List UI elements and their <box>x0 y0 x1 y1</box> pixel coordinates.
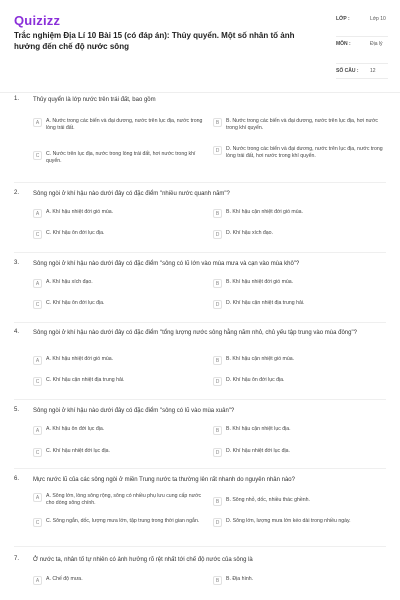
option-text: C. Khí hậu ôn đới lục địa. <box>46 300 105 306</box>
question-number: 1. <box>14 96 20 102</box>
question-text: Sông ngòi ở khí hậu nào dưới đây có đặc điểm "nhiều nước quanh năm"? <box>33 191 230 197</box>
option-letter: D <box>213 448 222 457</box>
option-text: B. Sông nhỏ, dốc, nhiều thác ghềnh. <box>226 497 310 503</box>
option-c[interactable] <box>33 230 205 239</box>
option-a[interactable] <box>33 493 205 507</box>
option-c[interactable] <box>33 518 205 527</box>
option-letter: C <box>33 518 42 527</box>
option-text: C. Sông ngắn, dốc, lượng mưa lớn, tập trung trong thời gian ngắn. <box>46 518 200 524</box>
option-text: D. Khí hậu ôn đới lục địa. <box>226 377 285 383</box>
question-text: Ở nước ta, nhân tố tự nhiên có ảnh hưởng rõ rệt nhất tới chế độ nước của sông là <box>33 557 253 563</box>
option-text: A. Sông lớn, lòng sông rộng, sông có nhiều phụ lưu cung cấp nước cho dòng sông chính. <box>46 493 202 506</box>
question-text: Sông ngòi ở khí hậu nào dưới đây có đặc điểm "sông có lũ vào mùa xuân"? <box>33 408 235 414</box>
divider <box>14 182 386 183</box>
divider <box>14 399 386 400</box>
option-letter: A <box>33 279 42 288</box>
question-text: Thủy quyển là lớp nước trên trái đất, bao gồm <box>33 97 156 103</box>
option-text: A. Khí hậu nhiệt đới gió mùa. <box>46 356 114 362</box>
option-text: D. Khí hậu nhiệt đới lục địa. <box>226 448 290 454</box>
option-text: D. Khí hậu cận nhiệt địa trung hải. <box>226 300 305 306</box>
option-a[interactable] <box>33 118 205 132</box>
option-letter: B <box>213 426 222 435</box>
question-number: 2. <box>14 190 20 196</box>
option-a[interactable] <box>33 576 205 585</box>
option-b[interactable] <box>213 209 385 218</box>
option-b[interactable] <box>213 576 385 585</box>
meta-panel <box>336 12 388 79</box>
meta-subject-value: Địa lý <box>370 41 383 47</box>
option-text: C. Nước trên lục địa, nước trong lòng trái đất, hơi nước trong khí quyển. <box>46 151 196 164</box>
option-b[interactable] <box>213 279 385 288</box>
option-text: C. Khí hậu nhiệt đới lục địa. <box>46 448 110 454</box>
meta-class-label: LỚP : <box>336 16 350 22</box>
option-letter: C <box>33 377 42 386</box>
option-c[interactable] <box>33 448 205 457</box>
option-d[interactable] <box>213 448 385 457</box>
option-letter: A <box>33 426 42 435</box>
question-text: Sông ngòi ở khí hậu nào dưới đây có đặc điểm "tổng lượng nước sông hằng năm nhỏ, chủ yếu tập trung vào mùa đông"? <box>33 330 357 336</box>
option-text: B. Khí hậu cận nhiệt lục địa. <box>226 426 291 432</box>
option-letter: D <box>213 230 222 239</box>
option-letter: A <box>33 576 42 585</box>
question-text: Sông ngòi ở khí hậu nào dưới đây có đặc điểm "sông có lũ lớn vào mùa mưa và cạn vào mùa khô"? <box>33 261 300 267</box>
option-d[interactable] <box>213 230 385 239</box>
divider <box>14 252 386 253</box>
option-c[interactable] <box>33 377 205 386</box>
option-text: A. Khí hậu nhiệt đới gió mùa. <box>46 209 114 215</box>
option-letter: B <box>213 576 222 585</box>
meta-subject-row <box>336 37 388 64</box>
meta-subject-label: MÔN : <box>336 41 351 47</box>
question-number: 5. <box>14 407 20 413</box>
option-a[interactable] <box>33 209 205 218</box>
option-c[interactable] <box>33 300 205 309</box>
meta-count-label: SỐ CÂU : <box>336 68 359 74</box>
question-number: 3. <box>14 260 20 266</box>
option-c[interactable] <box>33 151 205 165</box>
option-text: D. Sông lớn, lượng mưa lớn kéo dài trong nhiều ngày. <box>226 518 351 524</box>
option-letter: A <box>33 356 42 365</box>
option-text: B. Địa hình. <box>226 576 254 582</box>
option-text: B. Khí hậu nhiệt đới gió mùa. <box>226 279 294 285</box>
header <box>0 0 400 93</box>
option-letter: B <box>213 356 222 365</box>
option-letter: B <box>213 279 222 288</box>
divider <box>14 546 386 547</box>
divider <box>14 322 386 323</box>
option-text: A. Khí hậu xích đạo. <box>46 279 93 285</box>
option-d[interactable] <box>213 146 385 160</box>
question-text: Mực nước lũ của các sông ngòi ở miền Trung nước ta thường lên rất nhanh do nguyên nhân nào? <box>33 477 295 483</box>
option-text: D. Nước trong các biển và đại dương, nước trên lục địa, nước trong lòng trái đất, hơi nước trong khí quyển. <box>226 146 383 159</box>
option-letter: A <box>33 118 42 127</box>
meta-class-row <box>336 12 388 37</box>
option-letter: D <box>213 146 222 155</box>
option-letter: B <box>213 209 222 218</box>
option-letter: D <box>213 518 222 527</box>
quizizz-logo[interactable]: Quizizz <box>14 13 61 28</box>
question-number: 7. <box>14 556 20 562</box>
option-text: B. Khí hậu cận nhiệt gió mùa. <box>226 356 295 362</box>
meta-count-row <box>336 64 388 79</box>
option-letter: C <box>33 230 42 239</box>
option-letter: A <box>33 209 42 218</box>
option-d[interactable] <box>213 518 385 527</box>
option-text: C. Khí hậu ôn đới lục địa. <box>46 230 105 236</box>
option-letter: C <box>33 151 42 160</box>
option-text: A. Nước trong các biển và đại dương, nước trên lục địa, nước trong lòng trái đất. <box>46 118 203 131</box>
option-d[interactable] <box>213 300 385 309</box>
option-a[interactable] <box>33 356 205 365</box>
option-text: A. Chế độ mưa. <box>46 576 83 582</box>
option-b[interactable] <box>213 356 385 365</box>
option-letter: D <box>213 377 222 386</box>
option-letter: B <box>213 118 222 127</box>
option-letter: C <box>33 448 42 457</box>
question-number: 4. <box>14 329 20 335</box>
option-a[interactable] <box>33 279 205 288</box>
option-text: B. Nước trong các biển và đại dương, nước trên lục địa, hơi nước trong khí quyển. <box>226 118 379 131</box>
option-b[interactable] <box>213 497 385 506</box>
option-letter: C <box>33 300 42 309</box>
option-text: C. Khí hậu cận nhiệt địa trung hải. <box>46 377 125 383</box>
option-text: B. Khí hậu cận nhiệt đới gió mùa. <box>226 209 303 215</box>
option-letter: B <box>213 497 222 506</box>
question-number: 6. <box>14 476 20 482</box>
option-letter: D <box>213 300 222 309</box>
option-text: D. Khí hậu xích đạo. <box>226 230 274 236</box>
option-text: A. Khí hậu ôn đới lục địa. <box>46 426 105 432</box>
option-a[interactable] <box>33 426 205 435</box>
divider <box>14 468 386 469</box>
meta-class-value: Lớp 10 <box>370 16 386 22</box>
option-b[interactable] <box>213 426 385 435</box>
option-letter: A <box>33 493 42 502</box>
meta-count-value: 12 <box>370 68 376 74</box>
page-title: Trắc nghiệm Địa Lí 10 Bài 15 (có đáp án): Thủy quyển. Một số nhân tố ảnh hưởng đến chế độ nước sông <box>14 31 295 51</box>
option-d[interactable] <box>213 377 385 386</box>
option-b[interactable] <box>213 118 385 132</box>
